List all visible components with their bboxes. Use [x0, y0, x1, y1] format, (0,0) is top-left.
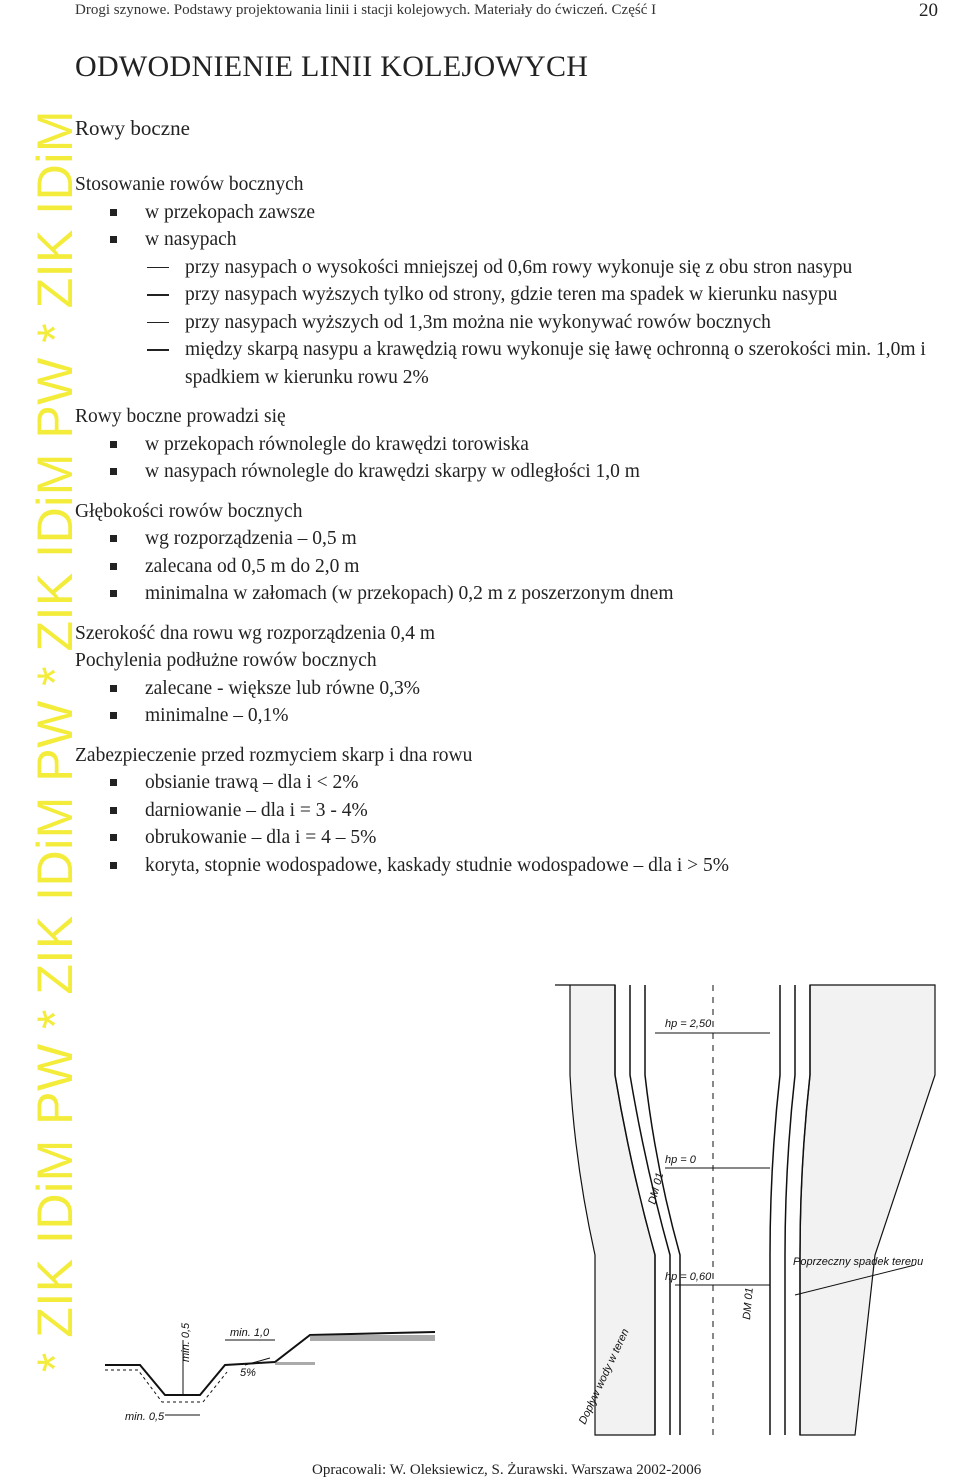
paragraph-heading: Zabezpieczenie przed rozmyciem skarp i dna rowu: [75, 744, 473, 766]
watermark-band: [0, 0, 83, 1484]
ditch-cross-section-figure: [105, 1320, 545, 1450]
bullet-item: obrukowanie – dla i = 4 – 5%: [75, 824, 960, 852]
bullet-item: koryta, stopnie wodospadowe, kaskady studnie wodospadowe – dla i > 5%: [75, 852, 960, 880]
height-label-top: hp = 2,50: [665, 1018, 712, 1030]
paragraph-heading: Rowy boczne prowadzi się: [75, 406, 286, 427]
running-header: Drogi szynowe. Podstawy projektowania linii i stacji kolejowych. Materiały do ćwiczeń. Część I: [75, 2, 657, 18]
marker-label: DM 01: [646, 1171, 667, 1206]
dash-item: między skarpą nasypu a krawędzią rowu wykonuje się ławę ochronną o szerokości min. 1,0m i spadkiem w kierunku rowu 2%: [75, 336, 960, 391]
paragraph-heading: Głębokości rowów bocznych: [75, 500, 303, 522]
terrain-slope-label: Poprzeczny spadek terenu: [793, 1256, 924, 1268]
ditch-plan-view-figure: [555, 965, 945, 1455]
watermark-text: * ZIK IDiM PW * ZIK IDiM PW * ZIK IDiM PW * ZIK IDiM: [27, 109, 83, 1373]
water-inflow-label: Dopływ wody w teren: [576, 1326, 632, 1427]
page-number: 20: [919, 0, 938, 21]
dash-item: przy nasypach wyższych od 1,3m można nie wykonywać rowów bocznych: [75, 309, 960, 337]
dash-item: przy nasypach o wysokości mniejszej od 0,6m rowy wykonuje się z obu stron nasypu: [75, 254, 960, 282]
height-label-mid: hp = 0: [665, 1154, 696, 1166]
bullet-item: w nasypach równolegle do krawędzi skarpy w odległości 1,0 m: [75, 458, 960, 486]
depth-label: min. 0,5: [180, 1322, 192, 1362]
dash-item: przy nasypach wyższych tylko od strony, gdzie teren ma spadek w kierunku nasypu: [75, 281, 960, 309]
page-title: ODWODNIENIE LINII KOLEJOWYCH: [75, 50, 589, 83]
bullet-item: wg rozporządzenia – 0,5 m: [75, 525, 960, 553]
bullet-item: zalecane - większe lub równe 0,3%: [75, 675, 960, 703]
bullet-item: minimalna w załomach (w przekopach) 0,2 m z poszerzonym dnem: [75, 580, 960, 608]
slope-label: 5%: [240, 1367, 256, 1379]
paragraph-heading: Pochylenia podłużne rowów bocznych: [75, 650, 377, 671]
bullet-item: obsianie trawą – dla i < 2%: [75, 769, 960, 797]
document-body: [75, 171, 960, 879]
height-label-bottom: hp = 0,60: [665, 1271, 712, 1283]
bullet-item: darniowanie – dla i = 3 - 4%: [75, 797, 960, 825]
bottom-width-label: min. 0,5: [125, 1411, 165, 1423]
page-footer: Opracowali: W. Oleksiewicz, S. Żurawski. Warszawa 2002-2006: [312, 1462, 702, 1478]
bullet-item: zalecana od 0,5 m do 2,0 m: [75, 553, 960, 581]
bullet-item: minimalne – 0,1%: [75, 702, 960, 730]
bullet-item: w przekopach zawsze: [75, 199, 960, 227]
section-subtitle: Rowy boczne: [75, 116, 190, 140]
bullet-item: w przekopach równolegle do krawędzi torowiska: [75, 431, 960, 459]
berm-width-label: min. 1,0: [230, 1327, 270, 1339]
bullet-item: w nasypach: [75, 226, 960, 254]
marker-label: DM 01: [741, 1286, 756, 1321]
paragraph-heading: Stosowanie rowów bocznych: [75, 174, 304, 195]
paragraph-text: Szerokość dna rowu wg rozporządzenia 0,4 m: [75, 622, 436, 644]
